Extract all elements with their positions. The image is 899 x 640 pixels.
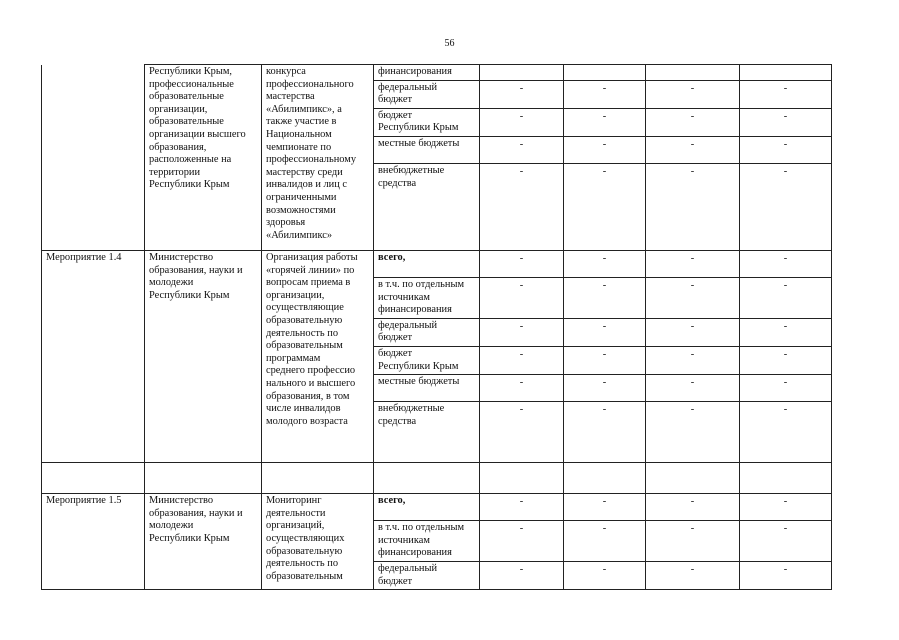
value-cell: - <box>480 80 564 108</box>
spacer-cell <box>145 463 262 494</box>
value-cell: - <box>480 494 564 521</box>
value-cell: - <box>564 375 646 402</box>
value-cell: - <box>646 250 740 277</box>
spacer-cell <box>374 463 480 494</box>
value-cell: - <box>480 561 564 589</box>
source-label: местные бюджеты <box>374 375 480 402</box>
value-cell: - <box>480 521 564 562</box>
value-cell: - <box>646 318 740 346</box>
value-cell: - <box>740 346 832 374</box>
value-cell: - <box>740 80 832 108</box>
spacer-cell <box>262 463 374 494</box>
value-cell: - <box>646 108 740 136</box>
value-cell: - <box>564 80 646 108</box>
value-cell: - <box>480 108 564 136</box>
source-label: в т.ч. по отдельным источникам финансирования <box>374 521 480 562</box>
spacer-cell <box>564 463 646 494</box>
value-cell: - <box>480 402 564 463</box>
value-cell: - <box>740 163 832 250</box>
value-cell: - <box>646 163 740 250</box>
value-cell: - <box>646 494 740 521</box>
value-cell: - <box>646 521 740 562</box>
event-cell: Мероприятие 1.5 <box>42 494 145 590</box>
source-label: бюджет Республики Крым <box>374 346 480 374</box>
value-cell: - <box>564 521 646 562</box>
table-row-spacer <box>42 463 832 494</box>
value-cell: - <box>740 402 832 463</box>
source-label: местные бюджеты <box>374 136 480 163</box>
source-label: всего, <box>374 250 480 277</box>
value-cell: - <box>480 346 564 374</box>
value-cell <box>646 65 740 81</box>
page-number: 56 <box>444 38 455 49</box>
value-cell: - <box>480 318 564 346</box>
value-cell: - <box>646 80 740 108</box>
responsible-cell: Республики Крым, профессиональные образовательные организации, образовательные организации высшего образования, расположенные на территории Республики Крым <box>145 65 262 251</box>
description-cell: Организация работы «горячей линии» по вопросам приема в организации, осуществляющие образовательную деятельность по образовательным программам среднего профессио нального и высшего образования, в том числе инвалидов молодого возраста <box>262 250 374 462</box>
value-cell: - <box>564 277 646 318</box>
value-cell: - <box>646 277 740 318</box>
value-cell: - <box>646 375 740 402</box>
event-cell: Мероприятие 1.4 <box>42 250 145 462</box>
row-group-1 <box>42 65 832 251</box>
source-label: внебюджетные средства <box>374 402 480 463</box>
value-cell: - <box>564 318 646 346</box>
spacer-cell <box>646 463 740 494</box>
description-cell: Мониторинг деятельности организаций, осуществляющих образовательную деятельность по образовательным <box>262 494 374 590</box>
source-label: внебюджетные средства <box>374 163 480 250</box>
value-cell <box>480 65 564 81</box>
value-cell: - <box>564 163 646 250</box>
value-cell: - <box>740 250 832 277</box>
value-cell <box>564 65 646 81</box>
funding-table <box>41 64 832 590</box>
source-label: федеральный бюджет <box>374 80 480 108</box>
value-cell: - <box>564 561 646 589</box>
value-cell: - <box>740 561 832 589</box>
value-cell: - <box>564 346 646 374</box>
value-cell: - <box>646 136 740 163</box>
description-cell: конкурса профессионального мастерства «Абилимпикс», а также участие в Национальном чемпионате по профессиональному мастерству среди инвалидов и лиц с ограниченными возможностями здоровья «Абилимпикс» <box>262 65 374 251</box>
value-cell: - <box>564 494 646 521</box>
value-cell: - <box>740 136 832 163</box>
row-group-3 <box>42 494 832 590</box>
value-cell: - <box>564 250 646 277</box>
table-row <box>42 250 832 277</box>
value-cell: - <box>646 346 740 374</box>
value-cell: - <box>646 561 740 589</box>
value-cell: - <box>740 521 832 562</box>
value-cell: - <box>480 250 564 277</box>
spacer-cell <box>480 463 564 494</box>
value-cell: - <box>480 375 564 402</box>
value-cell: - <box>740 318 832 346</box>
source-label: федеральный бюджет <box>374 561 480 589</box>
responsible-cell: Министерство образования, науки и молодежи Республики Крым <box>145 250 262 462</box>
responsible-cell: Министерство образования, науки и молодежи Республики Крым <box>145 494 262 590</box>
value-cell: - <box>564 108 646 136</box>
value-cell <box>740 65 832 81</box>
value-cell: - <box>564 402 646 463</box>
row-group-2 <box>42 250 832 493</box>
value-cell: - <box>740 108 832 136</box>
value-cell: - <box>646 402 740 463</box>
source-label: бюджет Республики Крым <box>374 108 480 136</box>
source-label: финансирования <box>374 65 480 81</box>
value-cell: - <box>740 375 832 402</box>
spacer-cell <box>740 463 832 494</box>
table-row <box>42 65 832 81</box>
value-cell: - <box>480 136 564 163</box>
source-label: в т.ч. по отдельным источникам финансирования <box>374 277 480 318</box>
spacer-cell <box>42 463 145 494</box>
value-cell: - <box>564 136 646 163</box>
source-label: всего, <box>374 494 480 521</box>
table-row <box>42 494 832 521</box>
value-cell: - <box>740 494 832 521</box>
value-cell: - <box>740 277 832 318</box>
value-cell: - <box>480 277 564 318</box>
event-cell <box>42 65 145 251</box>
source-label: федеральный бюджет <box>374 318 480 346</box>
value-cell: - <box>480 163 564 250</box>
